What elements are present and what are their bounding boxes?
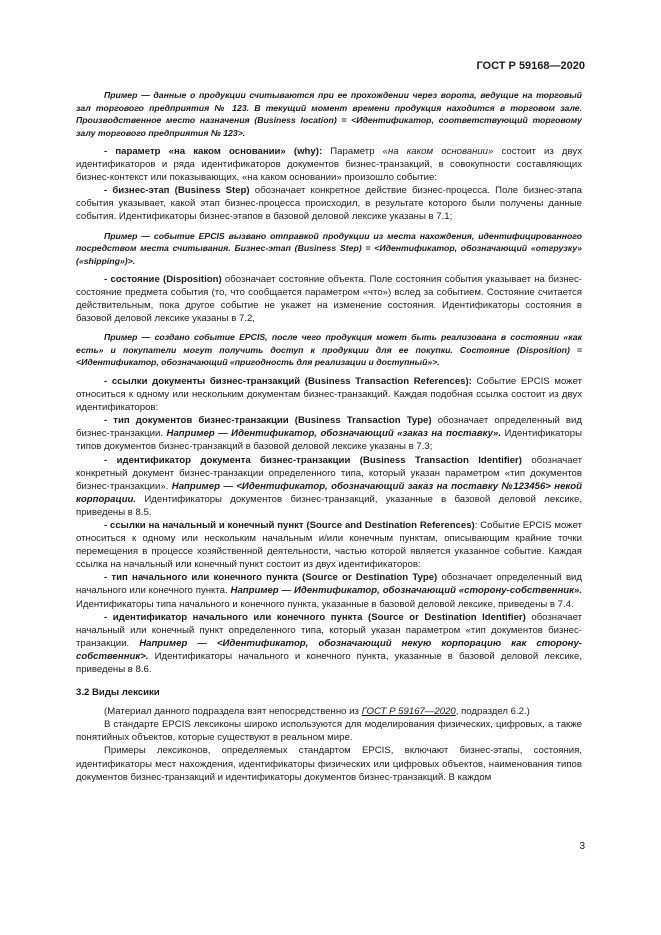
param-disposition: - состояние (Disposition) обозначает состояние объекта. Поле состояния события указывает на бизнес-состояние предмета события (то, что сообщается параметром «что») вслед за событием. Состояние считается действительным, пока другое событие не укажет на изменение состояния. Идентификаторы состояния в базовой деловой лексике указаны в 7.2, (76, 274, 583, 325)
gost-reference-link[interactable]: ГОСТ Р 59167—2020 (361, 706, 456, 718)
term-sdt: - тип начального или конечного пункта (Source or Destination Type) (104, 572, 438, 584)
example-1: Пример — данные о продукции считываются при ее прохождении через ворота, ведущие на торговый зал торгового предприятия № 123. В текущий момент времени продукция находится в торговом зале. Производственное место назначения (Business location) = <Идентификатор, соответствующий торговому залу торгового предприятия № 123>. (76, 90, 582, 138)
param-sdr: - ссылки на начальный и конечный пункт (Source and Destination References): Событие EPCIS может относиться к одному или нескольким начальным и/или конечным пунктам, описывающим крайние точки перемещения в процессе хозяйственной деятельности, частью которой является указанное событие. Каждая ссылка на начальный или конечный пункт состоит из двух идентификаторов: (76, 519, 583, 571)
page-number: 3 (579, 841, 585, 852)
page-body (76, 89, 582, 784)
example-3: Пример — создано событие EPCIS, после чего продукция может быть реализована в состоянии «как есть» и покупатели могут получить доступ к продукции для ее покупки. Состояние (Disposition) = <Идентификатор, обозначающий «пригодность для реализации и доступный»>. (76, 332, 582, 368)
term-btr: - ссылки документы бизнес-транзакций (Business Transaction References): (104, 375, 472, 387)
term-why: - параметр «на каком основании» (why): (104, 146, 323, 157)
term-sdi: - идентификатор начального или конечного пункта (Source or Destination Identifier) (104, 611, 526, 623)
source-note: (Материал данного подраздела взят непосредственно из ГОСТ Р 59167—2020, подраздел 6.2.) (104, 706, 530, 718)
param-btr: - ссылки документы бизнес-транзакций (Business Transaction References): Событие EPCIS может относиться к одному или нескольким документам бизнес-транзакций. Каждая подобная ссылка состоит из двух идентификаторов: (76, 375, 582, 414)
param-sdi: - идентификатор начального или конечного пункта (Source or Destination Identifier) обозначает начальный или конечный пункт определенного типа, который указан параметром «тип документов бизнес-транзакции. Например — <Идентификатор, обозначающий некую корпорацию как сторону-собственник>. Идентификаторы начального и конечного пункта, указанные в базовой деловой лексике, приведены в 8.6. (76, 611, 583, 675)
document-code: ГОСТ Р 59168—2020 (476, 60, 585, 72)
term-sdr: - ссылки на начальный и конечный пункт (Source and Destination References) (104, 519, 475, 531)
term-disposition: - состояние (Disposition) (104, 274, 222, 286)
example-2: Пример — событие EPCIS вызвано отправкой продукции из места нахождения, идентифицированного посредством места считывания. Бизнес-этап (Business Step) = <Идентификатор, обозначающий «отгрузку» («shipping»)>. (76, 230, 582, 266)
param-sdt: - тип начального или конечного пункта (Source or Destination Type) обозначает определенный вид начального или конечного пункта. Например — Идентификатор, обозначающий «сторону-собственник». Идентификаторы типа начального и конечного пункта, указанные в базовой деловой лексике, приведены в 7.4. (76, 572, 582, 610)
paragraph-2: Примеры лексиконов, определяемых стандартом EPCIS, включают бизнес-этапы, состояния, идентификаторы мест нахождения, идентификаторы физических или цифровых объектов, наименования типов документов бизнес-транзакций и идентификаторы документов бизнес-транзакций. В каждом (76, 745, 582, 783)
param-why: - параметр «на каком основании» (why): Параметр «на каком основании» состоит из двух идентификаторов и ряда идентификаторов документов бизнес-транзакций, в совокупности составляющих бизнес-контекст или показывающих, «на каком основании» произошло событие: (76, 146, 582, 184)
param-btt: - тип документов бизнес-транзакции (Business Transaction Type) обозначает определенный вид бизнес-транзакции. Например — Идентификатор, обозначающий «заказ на поставку». Идентификаторы типов документов бизнес-транзакций в базовой деловой лексике указаны в 7.3; (76, 415, 582, 453)
paragraph-1: В стандарте EPCIS лексиконы широко используются для моделирования физических, цифровых, а также понятийных объектов, которые существуют в реальном мире. (76, 719, 582, 744)
param-business-step: - бизнес-этап (Business Step) обозначает конкретное действие бизнес-процесса. Поле бизнес-этапа события указывает, какой этап бизнес-процесса происходил, в результате которого были получены данные события. Идентификаторы бизнес-этапов в базовой деловой лексике указаны в 7.1; (76, 185, 582, 223)
term-business-step: - бизнес-этап (Business Step) (104, 185, 250, 197)
section-heading: 3.2 Виды лексики (76, 687, 160, 699)
param-bti: - идентификатор документа бизнес-транзакции (Business Transaction Identifier) обозначает конкретный документ бизнес-транзакции определенного типа, который указан параметром «тип документов бизнес-транзакции». Например — <Идентификатор, обозначающий заказ на поставку №123456> некой корпорации. Идентификаторы документов бизнес-транзакций, указанные в базовой деловой лексике, приведены в 8.5. (76, 454, 582, 518)
term-bti: - идентификатор документа бизнес-транзакции (Business Transaction Identifier) (104, 454, 522, 466)
term-btt: - тип документов бизнес-транзакции (Business Transaction Type) (104, 415, 432, 427)
